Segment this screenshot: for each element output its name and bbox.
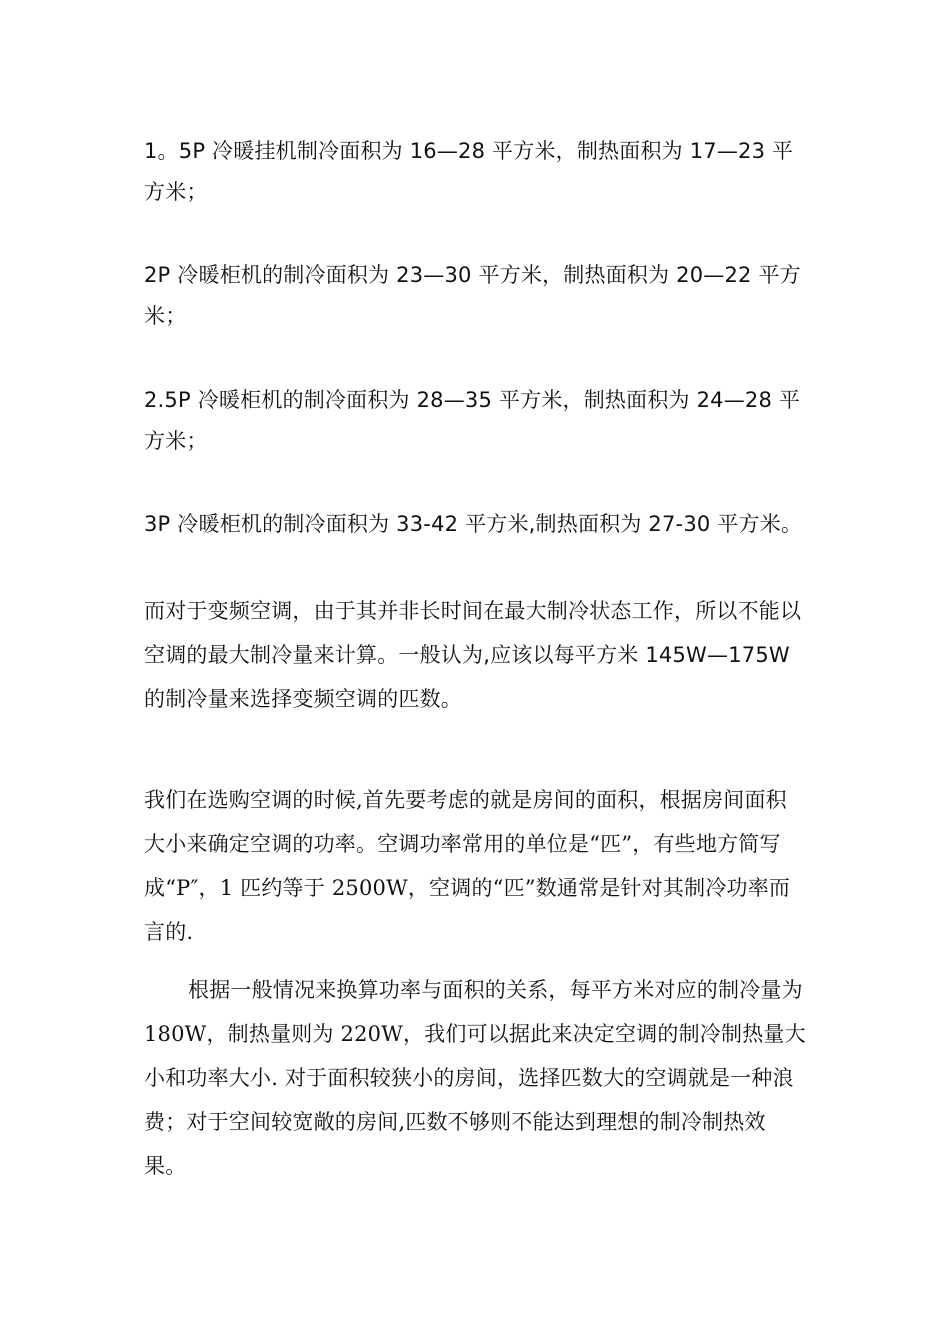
paragraph-power-area-conversion: 根据一般情况来换算功率与面积的关系，每平方米对应的制冷量为 180W，制热量则为 220W，我们可以据此来决定空调的制冷制热量大小和功率大小. 对于面积较狭小的房间，选择匹数大的空调就是一种浪费；对于空间较宽敞的房间,匹数不够则不能达到理想的制冷制热效果。 — [144, 978, 806, 1178]
paragraph-1-5p-wall-unit: 1。5P 冷暖挂机制冷面积为 16—28 平方米，制热面积为 17—23 平方米； — [144, 139, 794, 204]
paragraph-3p-cabinet-unit: 3P 冷暖柜机的制冷面积为 33-42 平方米,制热面积为 27-30 平方米。 — [144, 512, 803, 536]
paragraph-2-5p-cabinet-unit: 2.5P 冷暖柜机的制冷面积为 28—35 平方米，制热面积为 24—28 平方米； — [144, 388, 801, 453]
paragraph-room-area-power: 我们在选购空调的时候,首先要考虑的就是房间的面积，根据房间面积大小来确定空调的功率。空调功率常用的单位是“匹”，有些地方简写成“P″，1 匹约等于 2500W，空调的“匹”数通常是针对其制冷功率而言的. — [144, 788, 791, 944]
paragraph-inverter-ac: 而对于变频空调，由于其并非长时间在最大制冷状态工作，所以不能以空调的最大制冷量来计算。一般认为,应该以每平方米 145W—175W 的制冷量来选择变频空调的匹数。 — [144, 599, 802, 711]
paragraph-2p-cabinet-unit: 2P 冷暖柜机的制冷面积为 23—30 平方米，制热面积为 20—22 平方米； — [144, 263, 801, 328]
